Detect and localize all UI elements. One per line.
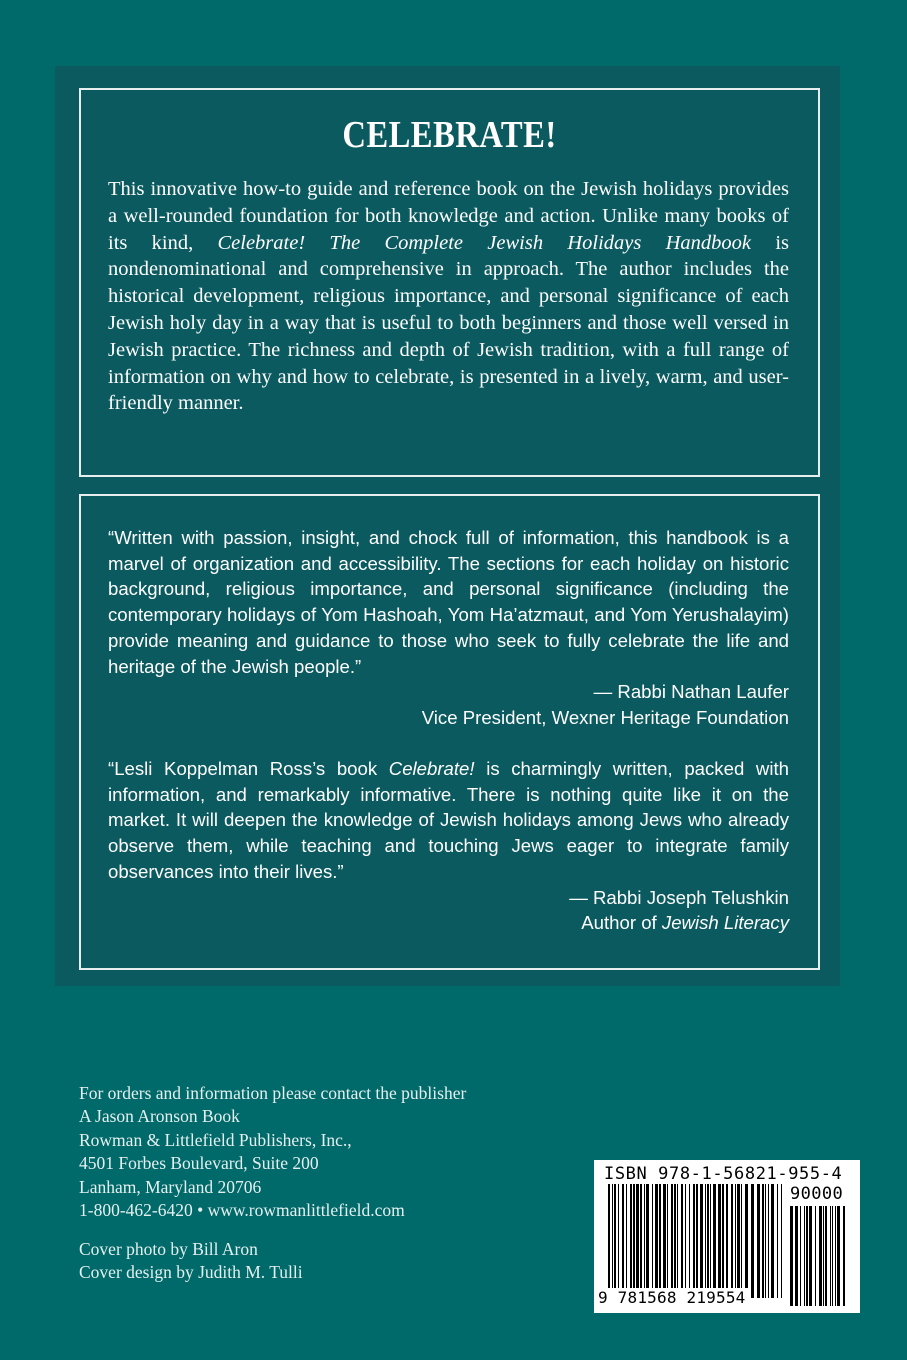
barcode-bar bbox=[693, 1184, 695, 1298]
barcode-bar bbox=[636, 1184, 639, 1298]
barcode-bar bbox=[622, 1184, 624, 1298]
barcode-bar bbox=[663, 1184, 666, 1298]
testimonial-laufer bbox=[108, 525, 789, 731]
price-code-label: 90000 bbox=[790, 1184, 844, 1204]
testimonial-telushkin bbox=[108, 756, 789, 936]
barcode-bar bbox=[685, 1184, 686, 1298]
publisher-contact: 1-800-462-6420 • www.rowmanlittlefield.com bbox=[79, 1200, 405, 1221]
testimonial-author: — Rabbi Nathan Laufer bbox=[593, 681, 789, 703]
barcode-bar bbox=[655, 1184, 658, 1298]
barcode-bar bbox=[804, 1206, 805, 1306]
publisher-imprint: A Jason Aronson Book bbox=[79, 1106, 240, 1127]
testimonial-text-after: is charmingly written, packed with information, and remarkably informative. There is nothing quite like it on the market. It will deepen the knowledge of Jewish holidays among Jews who already observe them, while teaching and touching Jews eager to integrate family observances into their lives.” bbox=[108, 758, 789, 882]
testimonial-role: Vice President, Wexner Heritage Foundation bbox=[421, 706, 789, 728]
barcode-bar bbox=[806, 1206, 808, 1306]
barcode-bar bbox=[762, 1184, 764, 1298]
publisher-intro: For orders and information please contact the publisher bbox=[79, 1083, 467, 1103]
barcode-bar bbox=[667, 1184, 668, 1298]
barcode-bar bbox=[630, 1184, 632, 1298]
publisher-address-line-1: 4501 Forbes Boulevard, Suite 200 bbox=[79, 1153, 319, 1174]
barcode-bar bbox=[825, 1206, 827, 1306]
publisher-info bbox=[79, 1082, 466, 1222]
barcode-bar bbox=[707, 1184, 709, 1298]
barcode-bar bbox=[765, 1184, 766, 1298]
barcode-bar bbox=[710, 1184, 711, 1298]
barcode-bar bbox=[790, 1206, 793, 1306]
barcode-bar bbox=[696, 1184, 698, 1298]
barcode-bar bbox=[768, 1184, 769, 1298]
barcode-bar bbox=[659, 1184, 661, 1298]
barcode-bar bbox=[832, 1206, 833, 1306]
barcode-bar bbox=[771, 1184, 774, 1298]
barcode-bar bbox=[741, 1184, 742, 1298]
barcode-bar bbox=[608, 1184, 610, 1298]
barcode-bar bbox=[674, 1184, 676, 1298]
testimonial-text-before: “Lesli Koppelman Ross’s book bbox=[108, 758, 389, 779]
barcode-bar bbox=[689, 1184, 690, 1298]
barcode-bar bbox=[681, 1184, 683, 1298]
description-text-2: is nondenominational and comprehensive in approach. The author includes the historical development, religious importance, and personal significance of each Jewish holy day in a way that is useful to both beginners and those well versed in Jewish practice. The richness and depth of Jewish tradition, with a full range of information on why and how to celebrate, is presented in a lively, warm, and user-friendly manner. bbox=[108, 231, 789, 415]
barcode-bar bbox=[795, 1206, 798, 1306]
barcode-bar bbox=[700, 1184, 703, 1298]
barcode-bar bbox=[705, 1184, 706, 1298]
barcode-bar bbox=[777, 1184, 778, 1298]
barcode-bar bbox=[837, 1206, 840, 1306]
barcode-bar bbox=[640, 1184, 642, 1298]
barcode-bar bbox=[823, 1206, 824, 1306]
barcode-bar bbox=[737, 1184, 740, 1298]
barcode-bar bbox=[745, 1184, 748, 1298]
barcode-bar bbox=[612, 1184, 613, 1298]
barcode-bar bbox=[722, 1184, 724, 1298]
barcode-number: 9 781568 219554 bbox=[598, 1288, 746, 1307]
barcode-bar bbox=[614, 1184, 616, 1298]
testimonial-book-title: Celebrate! bbox=[388, 758, 475, 779]
barcode-bar bbox=[835, 1206, 836, 1306]
barcode-bar bbox=[652, 1184, 653, 1298]
testimonial-role-prefix: Author of bbox=[581, 912, 662, 934]
barcode-bar bbox=[644, 1184, 645, 1298]
barcode-bar bbox=[633, 1184, 635, 1298]
barcode-bar bbox=[735, 1184, 736, 1298]
testimonial-author: — Rabbi Joseph Telushkin bbox=[569, 886, 789, 908]
barcode-bar bbox=[618, 1184, 619, 1298]
barcode-bar bbox=[677, 1184, 678, 1298]
description-text-1: This innovative how-to guide and reference book on the Jewish holidays provides a well-rounded foundation for both knowledge and action. Unlike many books of its kind, bbox=[108, 178, 789, 254]
barcode-bar bbox=[757, 1184, 760, 1298]
barcode-main-bars bbox=[608, 1184, 784, 1298]
barcode-bar bbox=[671, 1184, 673, 1298]
book-description bbox=[108, 176, 789, 417]
testimonial-role bbox=[108, 910, 789, 936]
barcode-bar bbox=[713, 1184, 716, 1298]
barcode-addon-bars bbox=[790, 1206, 848, 1306]
barcode-bar bbox=[646, 1184, 649, 1298]
barcode-bar bbox=[751, 1184, 754, 1298]
testimonial-text: “Written with passion, insight, and chock full of information, this handbook is a marvel of organization and accessibility. The sections for each holiday on historic background, religious importance, and personal significance (including the contemporary holidays of Yom Hashoah, Yom Ha’atzmaut, and Yom Yerushalayim) provide meaning and guidance to those who seek to fully celebrate the life and heritage of the Jewish people.” bbox=[108, 527, 789, 677]
barcode-bar bbox=[809, 1206, 812, 1306]
barcode-bar bbox=[815, 1206, 816, 1306]
barcode-bar bbox=[726, 1184, 728, 1298]
barcode-bar bbox=[626, 1184, 627, 1298]
barcode-bar bbox=[781, 1184, 782, 1298]
publisher-address-line-2: Lanham, Maryland 20706 bbox=[79, 1176, 262, 1197]
cover-credits bbox=[79, 1238, 303, 1285]
book-title-heading: CELEBRATE! bbox=[342, 114, 557, 156]
isbn-barcode bbox=[594, 1160, 860, 1313]
barcode-bar bbox=[731, 1184, 733, 1298]
description-book-title: Celebrate! The Complete Jewish Holidays Handbook bbox=[217, 231, 752, 254]
barcode-bar bbox=[718, 1184, 721, 1298]
barcode-bar bbox=[819, 1206, 822, 1306]
barcode-bar bbox=[843, 1206, 845, 1306]
photo-credit: Cover photo by Bill Aron bbox=[79, 1239, 258, 1259]
design-credit: Cover design by Judith M. Tulli bbox=[79, 1262, 303, 1283]
isbn-label: ISBN 978-1-56821-955-4 bbox=[604, 1164, 843, 1184]
barcode-bar bbox=[800, 1206, 801, 1306]
testimonial-role-title: Jewish Literacy bbox=[661, 912, 789, 934]
publisher-name: Rowman & Littlefield Publishers, Inc., bbox=[79, 1129, 352, 1150]
barcode-bar bbox=[830, 1206, 831, 1306]
